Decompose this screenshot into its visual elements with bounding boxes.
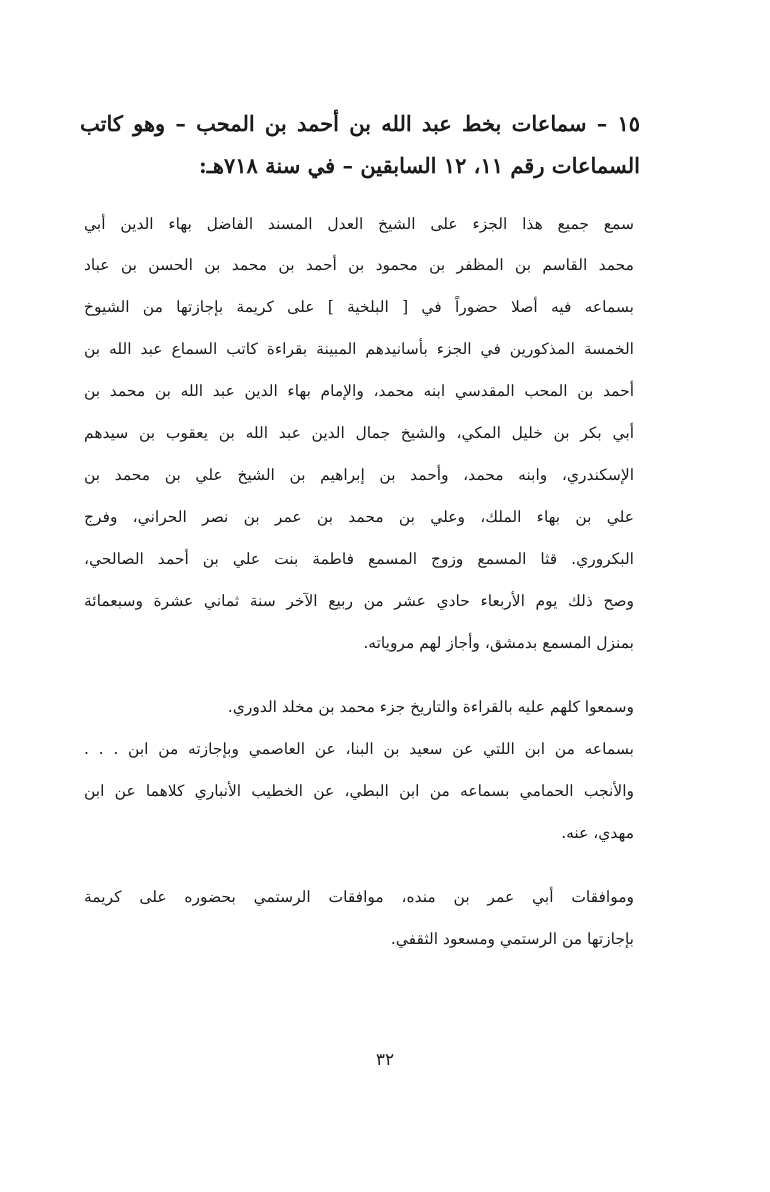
paragraph-1-line-6: أبي بكر بن خليل المكي، والشيخ جمال الدين عبد الله بن يعقوب بن سيدهم <box>84 424 634 442</box>
paragraph-1-line-9: البكروري. قثا المسمع وزوج المسمع فاطمة بنت علي بن أحمد الصالحي، <box>84 550 634 568</box>
paragraph-2-line-3: والأنجب الحمامي بسماعه من ابن البطي، عن الخطيب الأنباري كلاهما عن ابن <box>84 782 634 800</box>
paragraph-1-line-3: بسماعه فيه أصلا حضوراً في [ البلخية ] على كريمة بإجازتها من الشيوخ <box>84 298 634 316</box>
paragraph-2-line-2: بسماعه من ابن اللتي عن سعيد بن البنا، عن العاصمي وبإجازته من ابن . . . <box>84 740 634 758</box>
section-heading-line-1: ١٥ – سماعات بخط عبد الله بن أحمد بن المحب – وهو كاتب <box>80 111 640 136</box>
paragraph-1-line-8: علي بن بهاء الملك، وعلي بن محمد بن عمر بن نصر الحراني، وفرج <box>84 508 634 526</box>
page-number: ٣٢ <box>375 1050 395 1070</box>
paragraph-3-line-1: وموافقات أبي عمر بن منده، موافقات الرستمي بحضوره على كريمة <box>84 888 634 906</box>
paragraph-2-line-4: مهدي، عنه. <box>561 824 634 842</box>
paragraph-1-line-7: الإسكندري، وابنه محمد، وأحمد بن إبراهيم بن الشيخ علي بن محمد بن <box>84 466 634 484</box>
paragraph-1-line-2: محمد القاسم بن المظفر بن محمود بن أحمد بن محمد بن الحسن بن عباد <box>84 256 634 274</box>
paragraph-1-line-1: سمع جميع هذا الجزء على الشيخ العدل المسند الفاضل بهاء الدين أبي <box>84 215 634 233</box>
paragraph-3-line-2: بإجازتها من الرستمي ومسعود الثقفي. <box>390 930 634 948</box>
paragraph-1-line-5: أحمد بن المحب المقدسي ابنه محمد، والإمام بهاء الدين عبد الله بن محمد بن <box>84 382 634 400</box>
section-heading-line-2: السماعات رقم ١١، ١٢ السابقين – في سنة ٧١٨هـ: <box>199 153 640 178</box>
paragraph-2-line-1: وسمعوا كلهم عليه بالقراءة والتاريخ جزء محمد بن مخلد الدوري. <box>227 698 634 716</box>
paragraph-1-line-10: وصح ذلك يوم الأربعاء حادي عشر من ربيع الآخر سنة ثماني عشرة وسبعمائة <box>84 592 634 610</box>
paragraph-1-line-11: بمنزل المسمع بدمشق، وأجاز لهم مروياته. <box>363 634 634 652</box>
paragraph-1-line-4: الخمسة المذكورين في الجزء بأسانيدهم المبينة بقراءة كاتب السماع عبد الله بن <box>84 340 634 358</box>
